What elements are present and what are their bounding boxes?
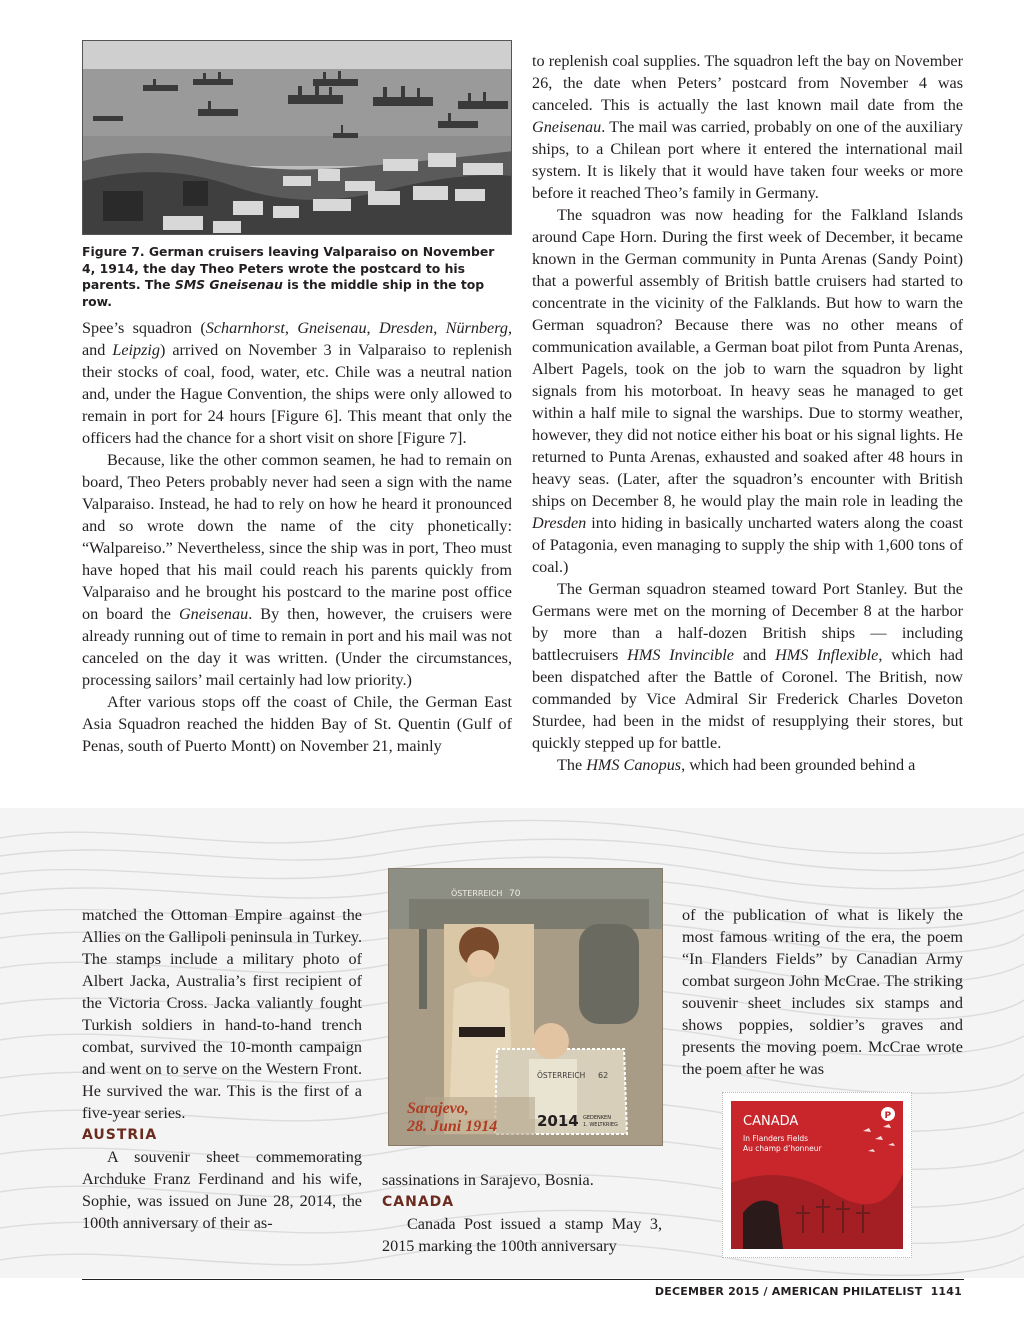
- lower-left-paragraph-1: matched the Ottoman Empire against the Allies on the Gallipoli peninsula in Turkey. The stamps include a military photo of Albert Jacka, Australia’s first recipient of the Victoria Cross. Jacka valiantly fought Turkish soldiers in hand-to-hand trench combat, survived the 10-month campaign and went on to serve on the Western Front. He survived the war. This is the first of a five-year series.: [82, 906, 362, 1122]
- figure-caption: [82, 244, 512, 310]
- lower-right-paragraph-1: of the publication of what is likely the most famous writing of the era, the poem “In Flanders Fields” by Canadian Army combat surgeon John McCrae. The striking souvenir sheet includes six stamps and shows poppies, soldier’s graves and presents the moving poem. McCrae wrote the poem after he was: [682, 906, 963, 1078]
- text-run: , which had been dispatched after the Battle of Coronel. The British, now commanded by Vice Admiral Sir Frederick Charles Doveton Sturdee, had been in the midst of resupplying their stores, but quickly stepped up for battle.: [532, 646, 964, 752]
- text-run: , which had been grounded behind a: [681, 756, 916, 774]
- right-column: [532, 50, 963, 776]
- figure-caption-ship: SMS Gneisenau: [174, 277, 283, 292]
- austria-heading: AUSTRIA: [82, 1127, 158, 1143]
- text-run: Gneisenau: [178, 605, 249, 623]
- page-number: 1141: [930, 1285, 962, 1298]
- figure-label: Figure 7.: [82, 244, 145, 259]
- left-paragraph-3: [82, 691, 512, 757]
- left-column: [82, 317, 512, 757]
- lower-right-column: [682, 904, 963, 1080]
- lower-middle-column: [382, 1169, 662, 1257]
- text-run: Leipzig: [112, 341, 160, 359]
- text-run: , and: [82, 319, 513, 359]
- right-paragraph-4: [532, 754, 963, 776]
- right-paragraph-1: [532, 50, 963, 204]
- canada-value-symbol: P: [884, 1111, 892, 1121]
- canada-flanders-stamp: [722, 1092, 912, 1258]
- footer-rule: [82, 1279, 964, 1280]
- left-paragraph-1: [82, 317, 512, 449]
- canada-country: CANADA: [743, 1114, 799, 1129]
- text-run: After various stops off the coast of Chile, the German East Asia Squadron reached the hidden Bay of St. Quentin (Gulf of Penas, south of Puerto Montt) on November 21, mainly: [82, 693, 512, 755]
- text-run: HMS Canopus: [586, 756, 682, 774]
- austria-sheet-illustration: [389, 869, 663, 1146]
- text-run: Gneisenau: [297, 319, 367, 337]
- left-paragraph-2: [82, 449, 512, 691]
- text-run: Dresden: [532, 514, 587, 532]
- austria-memorial-2: 1. WELTKRIEG: [583, 1122, 618, 1128]
- text-run: Dresden: [378, 319, 434, 337]
- footer-text: DECEMBER 2015 / AMERICAN PHILATELIST: [654, 1285, 923, 1298]
- austria-city: Sarajevo,: [407, 1100, 469, 1117]
- canada-title-fr: Au champ d’honneur: [743, 1144, 822, 1153]
- austria-value-top: 70: [509, 889, 521, 899]
- text-run: ,: [366, 319, 379, 337]
- text-run: ,: [284, 319, 298, 337]
- text-run: Gneisenau: [532, 118, 602, 136]
- right-paragraph-2: [532, 204, 963, 578]
- text-run: The squadron was now heading for the Falkland Islands around Cape Horn. During the first week of December, it became known in the German community in Punta Arenas (Sandy Point) that a powerful assembly of British battle cruisers had started to concentrate in the vicinity of the Falklands. But how to warn the German squadron? Because there was no other means of communication available, a German boat pilot from Punta Arenas, Albert Pagels, took on the job to warn the squadron by light signals from his motorboat. In heavy seas he managed to get within a half mile to signal the warships. Due to stormy weather, however, they did not notice either his boat or his signal lights. He returned to Punta Arenas, exhausted and soaked after 48 hours in heavy seas. (Later, after the squadron’s encounter with British ships on December 8, he would play the main role in leading the: [532, 206, 963, 510]
- canada-title-en: In Flanders Fields: [743, 1134, 809, 1143]
- text-run: . By then, however, the cruisers were already running out of time to remain in port and his mail was not canceled on the day it was written. (Under the circumstances, processing sailors’ mail certainly had low priority.): [82, 605, 512, 689]
- austria-years: 2014: [537, 1112, 579, 1130]
- figure-7-photo: [82, 40, 512, 235]
- canada-stamp-illustration: [723, 1093, 911, 1257]
- text-run: and: [734, 646, 776, 664]
- lower-left-column: [82, 904, 362, 1234]
- text-run: to replenish coal supplies. The squadron left the bay on November 26, the date when Peters’ postcard from November 4 was canceled. This is actually the last known mail date from the: [532, 52, 963, 114]
- text-run: Spee’s squadron (: [82, 319, 206, 337]
- text-run: Because, like the other common seamen, he had to remain on board, Theo Peters probably never had seen a sign with the name Valparaiso. Instead, he had to rely on how he heard it pronounced and so wrote down the name of the city phonetically: “Walpareiso.” Nevertheless, since the ship was in port, Theo must have hoped that his mail could reach his parents quickly from Valparaiso and he brought his postcard to the marine post office on board the: [82, 451, 512, 623]
- harbor-photo-illustration: [83, 41, 512, 235]
- right-paragraph-3: [532, 578, 963, 754]
- text-run: HMS Invincible: [627, 646, 734, 664]
- text-run: ,: [433, 319, 446, 337]
- austria-date: 28. Juni 1914: [407, 1118, 498, 1135]
- text-run: The: [557, 756, 587, 774]
- page-footer: [655, 1285, 962, 1298]
- austria-memorial-1: GEDENKEN: [583, 1115, 611, 1121]
- canada-heading: CANADA: [382, 1194, 455, 1210]
- austria-country-stamp: ÖSTERREICH: [537, 1071, 586, 1080]
- lower-middle-paragraph-1: sassinations in Sarajevo, Bosnia.: [382, 1171, 594, 1189]
- text-run: The German squadron steamed toward Port Stanley. But the Germans were met on the morning of December 8 at the harbor by more than a half-dozen British ships — including battlecruisers: [532, 580, 963, 664]
- text-run: Scharnhorst: [205, 319, 285, 337]
- lower-middle-paragraph-2: Canada Post issued a stamp May 3, 2015 marking the 100th anniversary: [382, 1215, 662, 1255]
- text-run: Nürnberg: [445, 319, 508, 337]
- austria-souvenir-sheet: [388, 868, 663, 1146]
- text-run: ) arrived on November 3 in Valparaiso to replenish their stocks of coal, food, water, etc. Chile was a neutral nation and, under the Hague Convention, the ships were only allowed to remain in port for 24 hours [Figure 6]. This meant that only the officers had the chance for a short visit on shore [Figure 7].: [82, 341, 512, 447]
- austria-value-stamp: 62: [598, 1071, 609, 1080]
- figure-caption-end: is the middle ship in the top row.: [82, 277, 485, 309]
- text-run: . The mail was carried, probably on one of the auxiliary ships, to a Chilean port where it entered the international mail system. It is likely that it would have taken four weeks or more before it reached Theo’s family in Germany.: [532, 118, 963, 202]
- lower-left-paragraph-2: A souvenir sheet commemorating Archduke Franz Ferdinand and his wife, Sophie, was issued on June 28, 2014, the 100th anniversary of their as-: [82, 1148, 362, 1232]
- text-run: into hiding in basically uncharted waters along the coast of Patagonia, even managing to supply the ship with 1,600 tons of coal.): [532, 514, 963, 576]
- figure-caption-text: German cruisers leaving Valparaiso on November 4, 1914, the day Theo Peters wrote the postcard to his parents. The: [82, 244, 495, 292]
- austria-country-top: ÖSTERREICH: [451, 889, 503, 898]
- text-run: HMS Inflexible: [775, 646, 879, 664]
